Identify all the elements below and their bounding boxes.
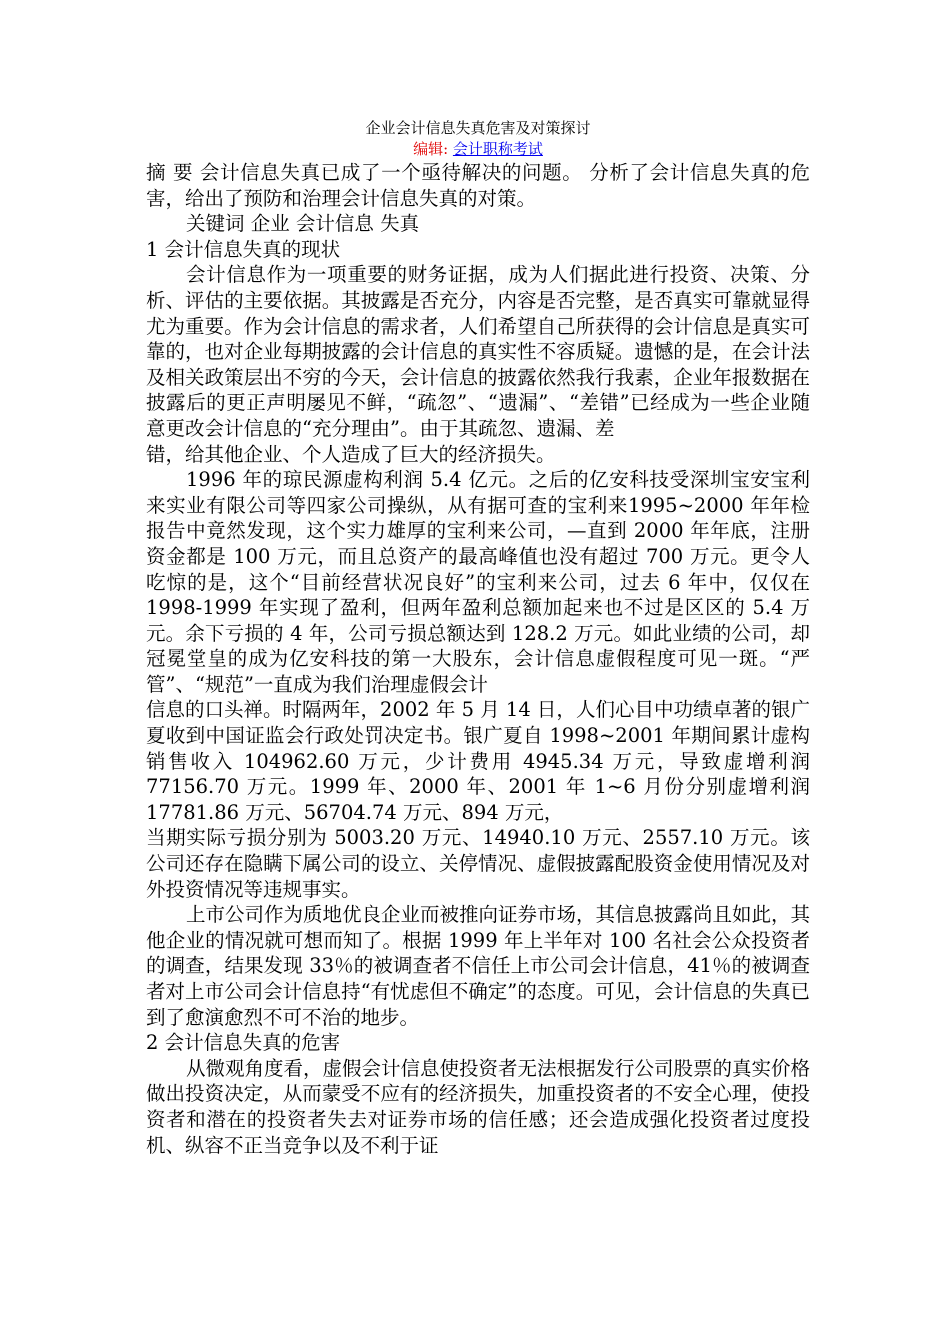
- editor-link[interactable]: 会计职称考试: [452, 140, 543, 158]
- document-page: [146, 118, 810, 1158]
- paragraph-3-continued: 当期实际亏损分别为 5003.20 万元、14940.10 万元、2557.10 万元。该公司还存在隐瞒下属公司的设立、关停情况、虚假披露配股资金使用情况及对外投资情况等违规事实。: [146, 826, 810, 901]
- section-2-heading: 2 会计信息失真的危害: [146, 1031, 341, 1055]
- paragraph-3: 信息的口头禅。时隔两年，2002 年 5 月 14 日，人们心目中功绩卓著的银广夏收到中国证监会行政处罚决定书。银广夏自 1998~2001 年期间累计虚构销售收入 104962.60 万元，少计费用 4945.34 万元，导致虚增利润 77156.70 万元。1999 年、2000 年、2001 年 1~6 月份分别虚增利润 17781.86 万元、56704.74 万元、894 万元，: [146, 698, 810, 824]
- paragraph-1: 会计信息作为一项重要的财务证据，成为人们据此进行投资、决策、分析、评估的主要依据。其披露是否充分，内容是否完整，是否真实可靠就显得尤为重要。作为会计信息的需求者，人们希望自己所获得的会计信息是真实可靠的，也对企业每期披露的会计信息的真实性不容质疑。遗憾的是，在会计法及相关政策层出不穷的今天，会计信息的披露依然我行我素，企业年报数据在披露后的更正声明屡见不鲜，“疏忽”、“遗漏”、“差错”已经成为一些企业随意更改会计信息的“充分理由”。由于其疏忽、遗漏、差: [146, 263, 810, 440]
- paragraph-1-continued: 错，给其他企业、个人造成了巨大的经济损失。: [146, 442, 556, 466]
- paragraph-5: 从微观角度看，虚假会计信息使投资者无法根据发行公司股票的真实价格做出投资决定，从而蒙受不应有的经济损失，加重投资者的不安全心理，使投资者和潜在的投资者失去对证券市场的信任感；还会造成强化投资者过度投机、纵容不正当竞争以及不利于证: [146, 1056, 811, 1157]
- section-1-heading: 1 会计信息失真的现状: [146, 237, 341, 261]
- editor-label: 编辑:: [413, 140, 453, 158]
- keywords-line: 关键词 企业 会计信息 失真: [186, 212, 420, 236]
- document-title: 企业会计信息失真危害及对策探讨: [365, 119, 591, 137]
- document-body: [146, 160, 810, 1158]
- paragraph-4: 上市公司作为质地优良企业而被推向证券市场，其信息披露尚且如此，其他企业的情况就可想而知了。根据 1999 年上半年对 100 名社会公众投资者的调查，结果发现 33％的被调查者不信任上市公司会计信息，41％的被调查者对上市公司会计信息持“有忧虑但不确定”的态度。可见，会计信息的失真已到了愈演愈烈不可不治的地步。: [146, 903, 811, 1029]
- paragraph-2: 1996 年的琼民源虚构利润 5.4 亿元。之后的亿安科技受深圳宝安宝利来实业有限公司等四家公司操纵，从有据可查的宝利来1995~2000 年年检报告中竟然发现，这个实力雄厚的宝利来公司，—直到 2000 年年底，注册资金都是 100 万元，而且总资产的最高峰值也没有超过 700 万元。更令人吃惊的是，这个“目前经营状况良好”的宝利来公司，过去 6 年中，仅仅在 1998-1999 年实现了盈利，但两年盈利总额加起来也不过是区区的 5.4 万元。余下亏损的 4 年，公司亏损总额达到 128.2 万元。如此业绩的公司，却冠冕堂皇的成为亿安科技的第一大股东，会计信息虚假程度可见一斑。“严管”、“规范”一直成为我们治理虚假会计: [146, 468, 810, 696]
- editor-line: [146, 138, 810, 160]
- abstract-paragraph: 摘 要 会计信息失真已成了一个亟待解决的问题。 分析了会计信息失真的危害，给出了预防和治理会计信息失真的对策。: [146, 161, 810, 210]
